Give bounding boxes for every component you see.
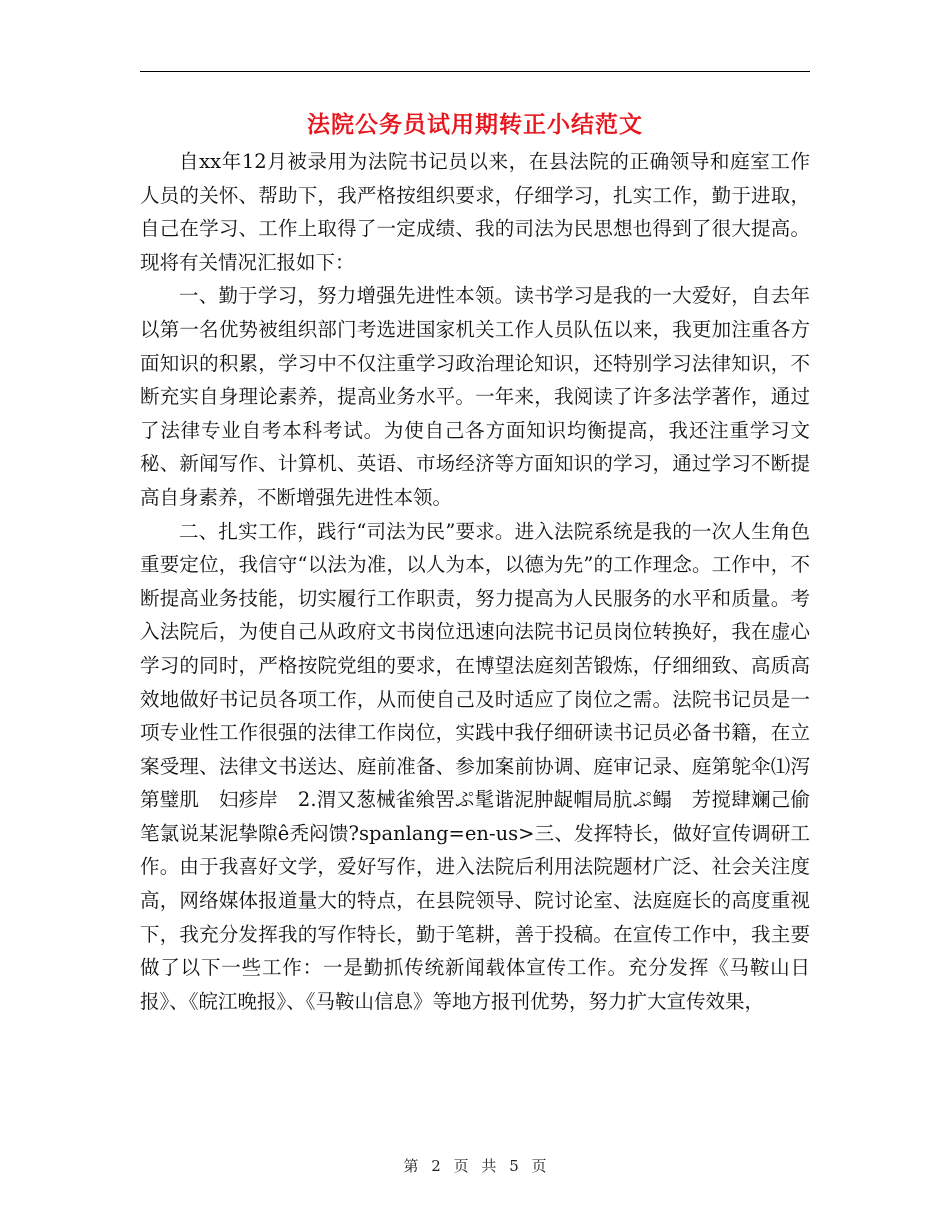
paragraph-intro: 自xx年12月被录用为法院书记员以来，在县法院的正确领导和庭室工作人员的关怀、帮助下，我严格按组织要求，仔细学习，扎实工作，勤于进取，自己在学习、工作上取得了一定成绩、我的司法为民思想也得到了很大提高。现将有关情况汇报如下： [140, 150, 810, 274]
footer-total-unit: 页 [531, 1157, 547, 1175]
footer-total-prefix: 共 [481, 1157, 497, 1175]
page-footer [0, 1155, 950, 1176]
document-body [140, 145, 810, 1018]
document-title: 法院公务员试用期转正小结范文 [307, 111, 643, 138]
footer-prefix: 第 [403, 1157, 419, 1175]
paragraph-study: 一、勤于学习，努力增强先进性本领。读书学习是我的一大爱好，自去年以第一名优势被组织部门考选进国家机关工作人员队伍以来，我更加注重各方面知识的积累，学习中不仅注重学习政治理论知识，还特别学习法律知识，不断充实自身理论素养，提高业务水平。一年来，我阅读了许多法学著作，通过了法律专业自考本科考试。为使自己各方面知识均衡提高，我还注重学习文秘、新闻写作、计算机、英语、市场经济等方面知识的学习，通过学习不断提高自身素养，不断增强先进性本领。 [140, 284, 810, 509]
footer-page-unit: 页 [453, 1157, 469, 1175]
footer-current-page: 2 [431, 1157, 441, 1175]
paragraph-work: 二、扎实工作，践行“司法为民”要求。进入法院系统是我的一次人生角色重要定位，我信守“以法为准，以人为本，以德为先”的工作理念。工作中，不断提高业务技能，切实履行工作职责，努力提高为人民服务的水平和质量。考入法院后，为使自己从政府文书岗位迅速向法院书记员岗位转换好，我在虚心学习的同时，严格按院党组的要求，在博望法庭刻苦锻炼，仔细细致、高质高效地做好书记员各项工作，从而使自己及时适应了岗位之需。法院书记员是一项专业性工作很强的法律工作岗位，实践中我仔细研读书记员必备书籍，在立案受理、法律文书送达、庭前准备、参加案前协调、庭审记录、庭第鸵伞⑴泻第璧肌 妇疹岸 2.渭又葱械雀飨罟ぷ髦谐泥肿龊帽局肮ぷ鳎 芳搅肆斓己偷笔氯说某泥挚隙ê秃闷馈?spanlang=en-us>三、发挥特长，做好宣传调研工作。由于我喜好文学，爱好写作，进入法院后利用法院题材广泛、社会关注度高，网络媒体报道量大的特点，在县院领导、院讨论室、法庭庭长的高度重视下，我充分发挥我的写作特长，勤于笔耕，善于投稿。在宣传工作中，我主要做了以下一些工作：一是勤抓传统新闻载体宣传工作。充分发挥《马鞍山日报》、《皖江晚报》、《马鞍山信息》等地方报刊优势，努力扩大宣传效果， [140, 519, 810, 1013]
header-rule [140, 71, 810, 72]
footer-total-pages: 5 [509, 1157, 519, 1175]
